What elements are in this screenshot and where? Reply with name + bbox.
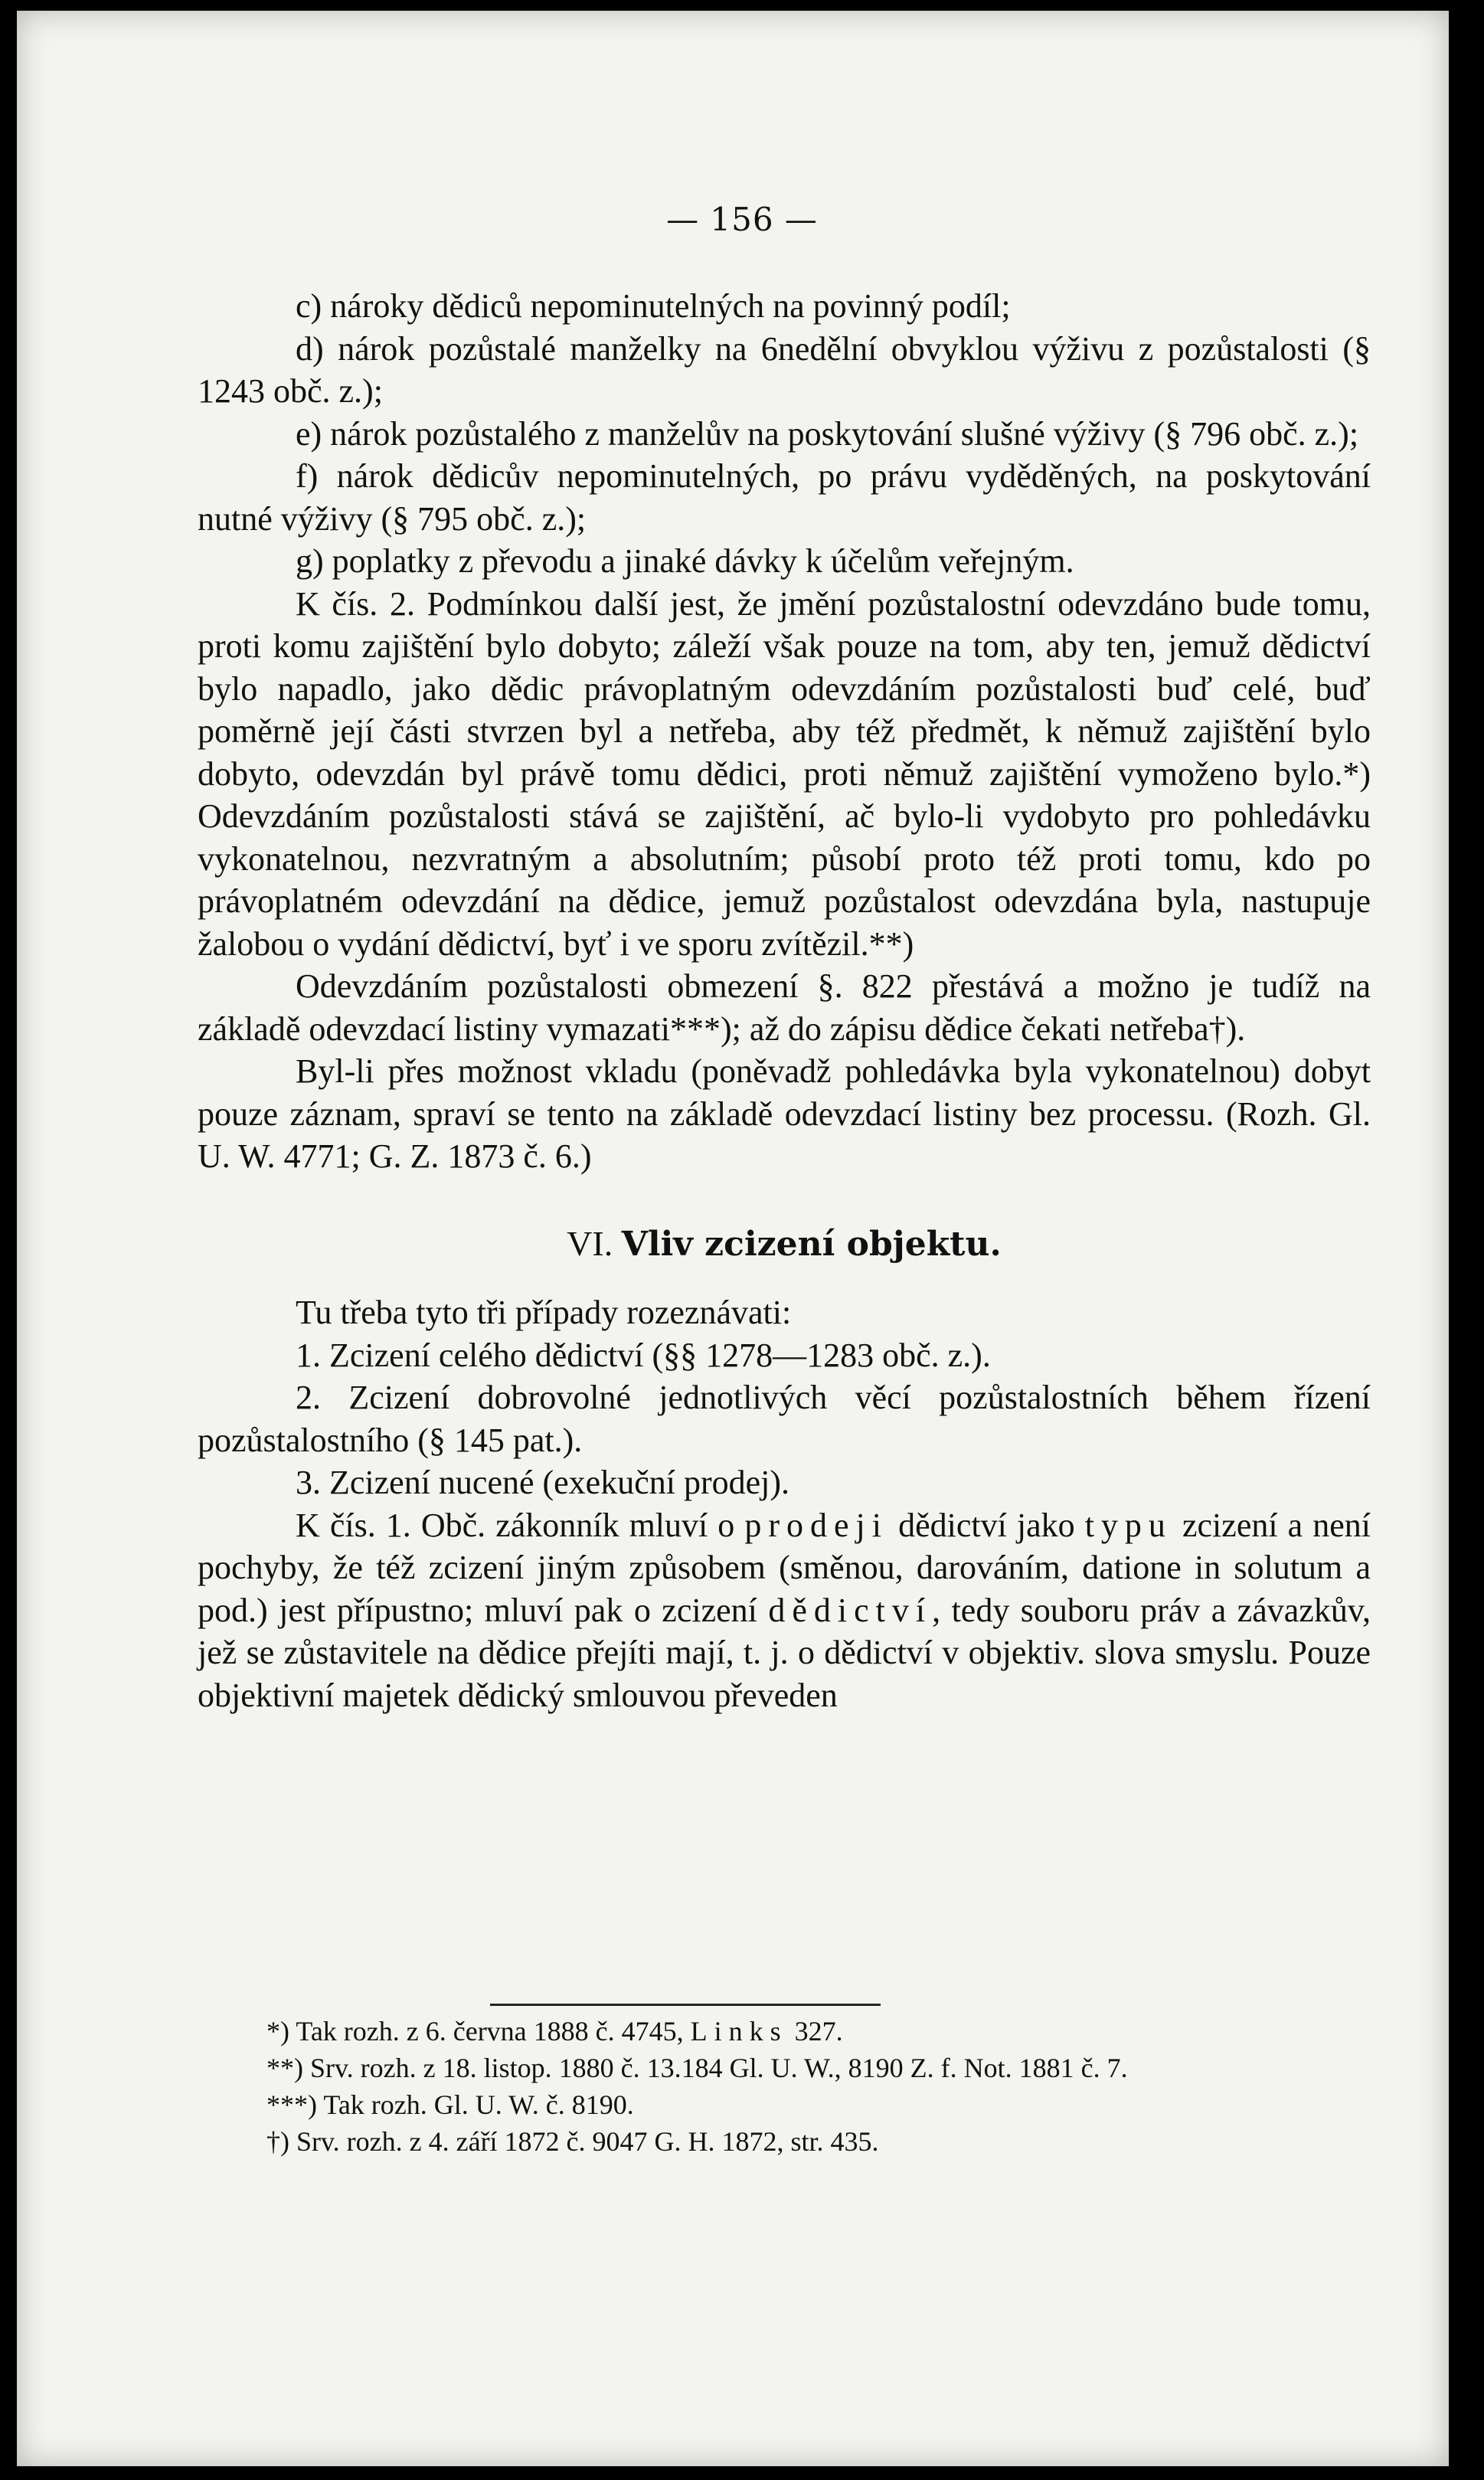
emphasis-prodeji: prodeji (744, 1506, 889, 1544)
footnote-1 (198, 2013, 1371, 2050)
paragraph-e: e) nárok pozůstalého z manželův na poskytování slušné výživy (§ 796 obč. z.); (296, 414, 1359, 453)
footnote-text: 327. (787, 2016, 843, 2046)
section-number: VI. (567, 1223, 613, 1263)
text-run: zcizení a není pochyby, že též zcizení jiným způsobem (směnou, darováním, datione in solutum a pod.) jest přípustno; mluví pak o zcizení (198, 1506, 1371, 1629)
footnote-4: †) Srv. rozh. z 4. září 1872 č. 9047 G. H. 1872, str. 435. (266, 2126, 879, 2157)
list-item-3: 3. Zcizení nucené (exekuční prodej). (296, 1464, 790, 1501)
paragraph-cis-2: K čís. 2. Podmínkou další jest, že jmění pozůstalostní odevzdáno bude tomu, proti komu zajištění bylo dobyto; záleží však pouze na tom, aby ten, jemuž dědictví bylo napadlo, jako dědic právoplatným odevzdáním pozůstalosti buď celé, buď poměrně její části stvrzen byl a netřeba, aby též předmět, k němuž zajištění bylo dobyto, odevzdán byl právě tomu dědici, proti němuž zajištění vymoženo bylo.*) Odevzdáním pozůstalosti stává se zajištění, ač bylo-li vydobyto pro pohledávku vykonatelnou, nezvratným a absolutním; působí proto též proti tomu, kdo po právoplatném odevzdání na dědice, jemuž pozůstalost odevzdána byla, nastupuje žalobou o vydání dědictví, byť i ve sporu zvítězil.**) (198, 584, 1371, 963)
list-item-2: 2. Zcizení dobrovolné jednotlivých věcí pozůstalostních během řízení pozůstalostního (§ 145 pat.). (198, 1379, 1371, 1459)
main-text (198, 285, 1371, 1716)
paragraph-cis-1 (198, 1504, 1371, 1717)
footnote-text: *) Tak rozh. z 6. června 1888 č. 4745, (266, 2016, 691, 2046)
emphasis-links: Links (690, 2016, 788, 2046)
scan-edge (1449, 0, 1484, 2480)
text-run: , tedy souboru práv a závazkův, jež se zůstavitele na dědice přejíti mají, t. j. o dědictví v objektiv. slova smyslu. Pouze objektivní majetek dědický smlouvou převeden (198, 1591, 1371, 1714)
page-number: — 156 — (666, 201, 818, 238)
paragraph-byl-li: Byl-li přes možnost vkladu (poněvadž pohledávka byla vykonatelnou) dobyt pouze záznam, spraví se tento na základě odevzdací listiny bez processu. (Rozh. Gl. U. W. 4771; G. Z. 1873 č. 6.) (198, 1052, 1371, 1175)
emphasis-typu: typu (1084, 1506, 1172, 1544)
footnotes (198, 2013, 1371, 2160)
text-run: dědictví jako (888, 1506, 1085, 1544)
paragraph-d: d) nárok pozůstalé manželky na 6nedělní obvyklou výživu z pozůstalosti (§ 1243 obč. z.); (198, 329, 1371, 410)
section-title: Vliv zcizení objektu. (621, 1224, 1002, 1264)
paragraph-g: g) poplatky z převodu a jinaké dávky k účelům veřejným. (296, 542, 1074, 580)
footnote-3: ***) Tak rozh. Gl. U. W. č. 8190. (266, 2089, 634, 2120)
emphasis-dedictvi: dědictví (768, 1591, 933, 1629)
paragraph-f: f) nárok dědicův nepominutelných, po právu vyděděných, na poskytování nutné výživy (§ 795 obč. z.); (198, 457, 1371, 538)
section-heading (198, 1222, 1371, 1266)
paragraph-c: c) nároky dědiců nepominutelných na povinný podíl; (296, 287, 1011, 325)
footnote-2: **) Srv. rozh. z 18. listop. 1880 č. 13.184 Gl. U. W., 8190 Z. f. Not. 1881 č. 7. (266, 2053, 1128, 2083)
list-item-1: 1. Zcizení celého dědictví (§§ 1278—1283 obč. z.). (296, 1336, 991, 1374)
paragraph-odevzdanim: Odevzdáním pozůstalosti obmezení §. 822 přestává a možno je tudíž na základě odevzdací listiny vymazati***); až do zápisu dědice čekati netřeba†). (198, 967, 1371, 1048)
footnote-divider (490, 2004, 881, 2006)
paragraph-intro: Tu třeba tyto tři případy rozeznávati: (296, 1294, 792, 1331)
text-run: K čís. 1. Obč. zákonník mluví o (296, 1506, 745, 1544)
